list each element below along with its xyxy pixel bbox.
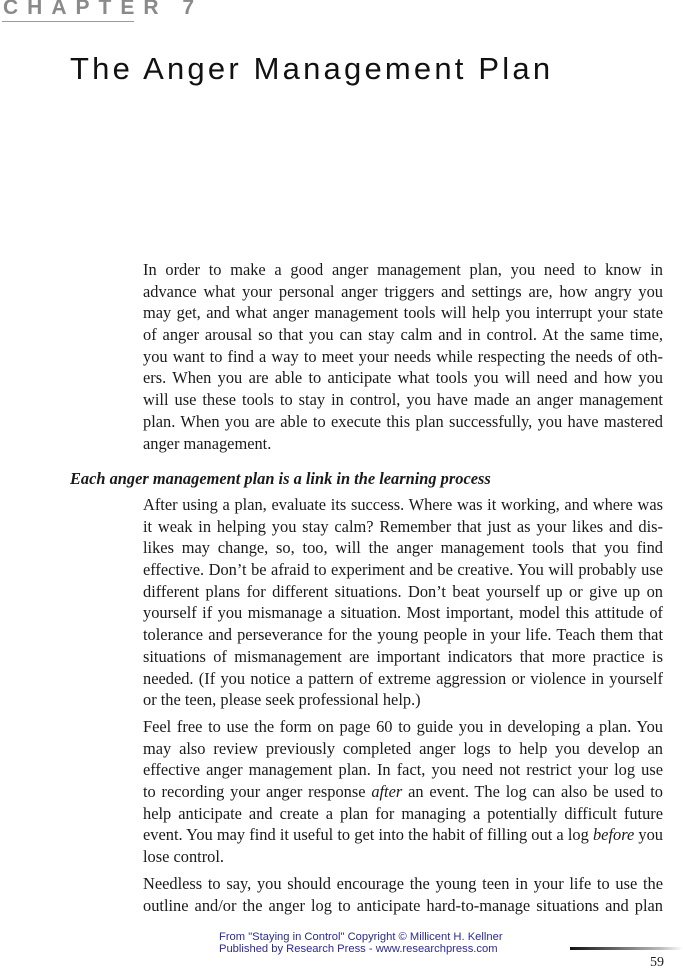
- footer-line-2: Published by Research Press - www.researchpress.com: [219, 943, 498, 955]
- text-segment: an event. The log can also be used to: [402, 782, 664, 802]
- footer-line-1: From "Staying in Control" Copyright © Millicent H. Kellner: [219, 931, 503, 943]
- paragraph: [143, 494, 663, 711]
- text-line: After using a plan, evaluate its success. Where was it working, and where was: [143, 495, 663, 514]
- text-line: situations of mismanagement are important indicators that more practice is: [143, 646, 663, 666]
- text-line: will use these tools to stay in control, you have made an anger management: [143, 390, 663, 410]
- paragraph: [143, 716, 663, 868]
- text-line: [143, 824, 663, 846]
- text-line: In order to make a good anger management plan, you need to know in: [143, 260, 663, 279]
- text-line: may also review previously completed anger logs to help you develop an: [143, 738, 663, 758]
- text-line: effective. Don’t be afraid to experiment and be creative. You will probably use: [143, 560, 663, 580]
- chapter-rule: [2, 21, 134, 22]
- copyright-footer: [219, 931, 503, 955]
- chapter-label: CHAPTER 7: [3, 0, 204, 19]
- page-title: The Anger Management Plan: [70, 51, 554, 86]
- text-line: plan. When you are able to execute this plan successfully, you have mastered: [143, 411, 663, 431]
- text-line: may get, and what anger management tools will help you interrupt your state: [143, 303, 663, 323]
- text-line: likes may change, so, too, will the anger management tools that you find: [143, 538, 663, 558]
- footer-rule: [570, 947, 683, 950]
- text-line: effective anger management plan. In fact, you need not restrict your log use: [143, 760, 663, 780]
- text-line: advance what your personal anger triggers and settings are, how angry you: [143, 281, 663, 301]
- text-line: it weak in helping you stay calm? Remember that just as your likes and dis-: [143, 516, 663, 536]
- text-segment: event. You may find it useful to get into the habit of filling out a log: [143, 825, 593, 845]
- section-heading: Each anger management plan is a link in the learning process: [70, 469, 491, 488]
- text-line: ers. When you are able to anticipate what tools you will need and how you: [143, 368, 663, 388]
- text-line: you want to find a way to meet your needs while respecting the needs of oth-: [143, 346, 663, 366]
- text-line: needed. (If you notice a pattern of extreme aggression or violence in yourself: [143, 668, 663, 688]
- page-number: 59: [650, 955, 664, 970]
- text-segment: you: [634, 825, 664, 845]
- text-line: lose control.: [143, 847, 225, 867]
- text-line: Needless to say, you should encourage the young teen in your life to use the: [143, 874, 663, 893]
- text-line: help anticipate and create a plan for managing a potentially difficult future: [143, 803, 663, 823]
- text-line: different plans for different situations. Don’t beat yourself up or give up on: [143, 581, 663, 601]
- paragraph: [143, 259, 663, 454]
- emphasis: before: [592, 825, 635, 845]
- text-line: yourself if you mismanage a situation. Most important, model this attitude of: [143, 603, 663, 623]
- text-line: of anger arousal so that you can stay calm and in control. At the same time,: [143, 325, 663, 345]
- paragraph: [143, 873, 663, 916]
- text-line: Feel free to use the form on page 60 to guide you in developing a plan. You: [143, 717, 663, 736]
- text-segment: to recording your anger response: [143, 782, 372, 802]
- text-line: anger management.: [143, 433, 272, 453]
- text-line: or the teen, please seek professional help.): [143, 690, 421, 710]
- emphasis: after: [371, 782, 403, 802]
- text-line: [143, 781, 663, 803]
- text-line: outline and/or the anger log to anticipate hard-to-manage situations and plan: [143, 895, 663, 915]
- text-line: tolerance and perseverance for the young people in your life. Teach them that: [143, 625, 663, 645]
